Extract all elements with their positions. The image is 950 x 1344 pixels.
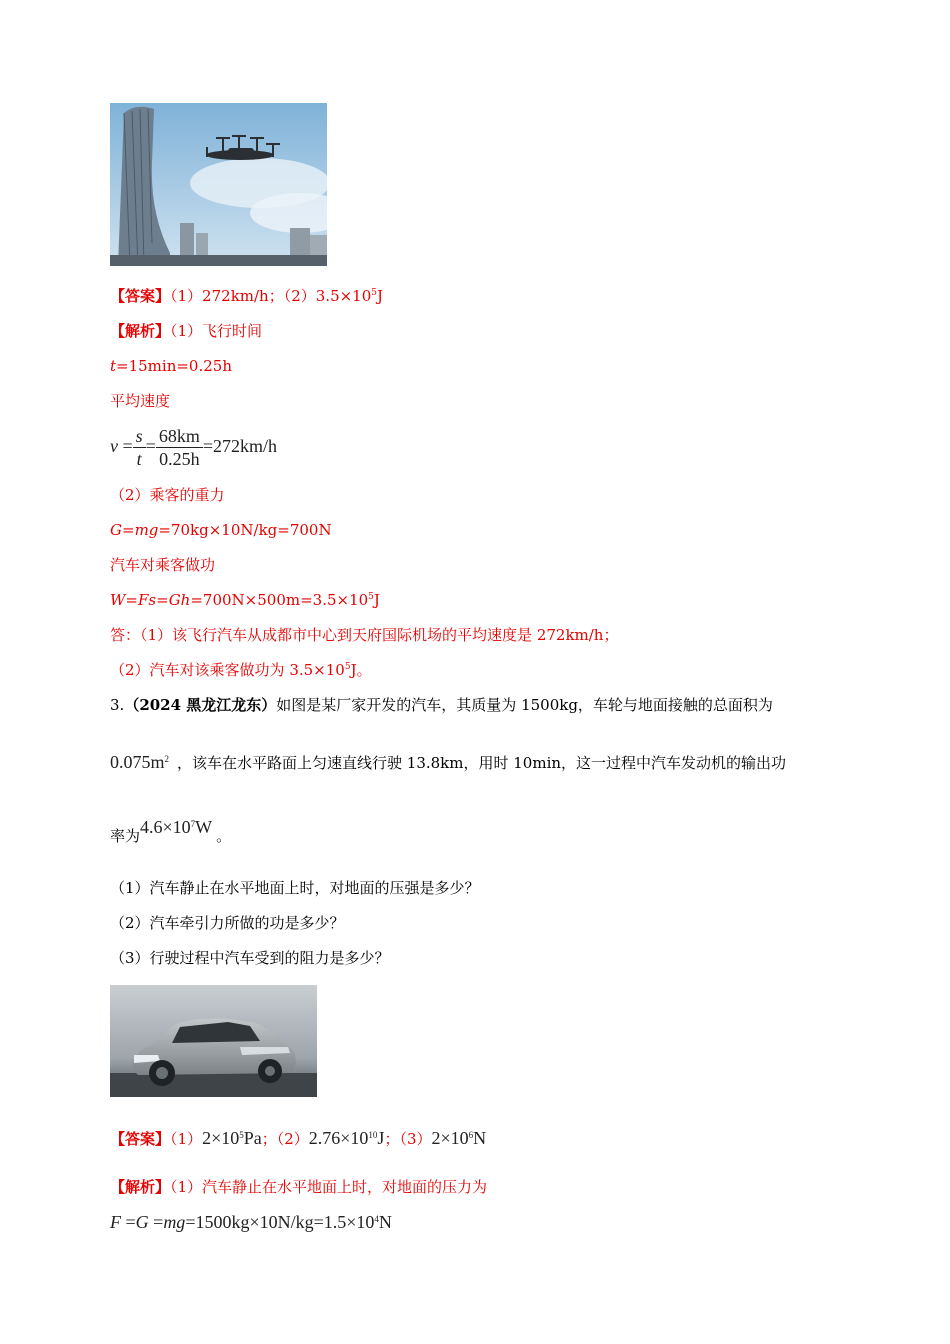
answer-text: （1）272km/h；（2）3.5×10 (170, 287, 372, 305)
conclusion-2 (110, 660, 372, 680)
var-mg: mg (163, 1212, 186, 1232)
analysis-label: 【解析】 (110, 322, 171, 340)
fraction-s-t (133, 425, 146, 470)
power-value (140, 817, 212, 837)
denominator: t (136, 449, 142, 470)
work-rest: =700N×500m=3.5×10 (190, 591, 369, 609)
var-v: v (110, 436, 118, 456)
answer-value-1 (202, 1128, 262, 1148)
exponent: 10 (368, 1130, 378, 1140)
work-equation (110, 590, 380, 610)
formula-rest: =1500kg×10N/kg=1.5×10 (185, 1212, 375, 1232)
var-G: G (110, 521, 122, 539)
equals: = (125, 591, 138, 609)
equals: = (153, 1212, 164, 1232)
answer-value-2 (309, 1128, 385, 1148)
var-Fs: Fs (138, 591, 157, 609)
unit: J (373, 591, 380, 609)
var-t: t (110, 357, 117, 375)
var-G: G (135, 1212, 149, 1232)
exponent: 7 (190, 819, 196, 829)
conclusion-2-text: （2）汽车对该乘客做功为 3.5×10 (110, 661, 345, 679)
gravity-rest: =70kg×10N/kg=700N (158, 521, 332, 539)
unit: Pa (243, 1128, 262, 1148)
part-marker: ；（2） (261, 1130, 309, 1148)
power-number: 4.6×10 (140, 817, 191, 837)
unit: N (473, 1128, 487, 1148)
prev-analysis-line (110, 321, 262, 341)
numerator: 68km (156, 425, 203, 448)
answer-label: 【答案】 (110, 287, 171, 305)
time-eq-text: =15min=0.25h (116, 357, 232, 375)
question-number: 3. (110, 696, 125, 714)
exponent: 2 (164, 754, 170, 764)
answer-label: 【答案】 (110, 1130, 171, 1148)
time-equation (110, 356, 232, 376)
answer-3-line (110, 1124, 486, 1153)
work-label: 汽车对乘客做功 (110, 556, 216, 574)
answer-value-3 (431, 1128, 486, 1148)
avg-speed-label: 平均速度 (110, 392, 171, 410)
question-text: 率为 (110, 827, 141, 845)
gravity-equation (110, 520, 332, 540)
area-value (110, 752, 169, 772)
unit: W (195, 817, 213, 837)
question-text: 如图是某厂家开发的汽车，其质量为 1500kg，车轮与地面接触的总面积为 (276, 696, 773, 714)
fraction-values (156, 425, 203, 470)
value: 2.76×10 (308, 1128, 369, 1148)
analysis-text: （1）汽车静止在水平地面上时，对地面的压力为 (170, 1178, 488, 1196)
car-image (110, 985, 317, 1097)
numerator: s (133, 425, 146, 448)
conclusion-1: 答：（1）该飞行汽车从成都市中心到天府国际机场的平均速度是 272km/h； (110, 626, 619, 644)
exponent: 6 (468, 1130, 474, 1140)
flying-car-image (110, 103, 327, 266)
var-mg: mg (134, 521, 159, 539)
question-3-line2 (110, 748, 786, 777)
denominator: 0.25h (159, 449, 200, 470)
result: =272km/h (202, 436, 277, 456)
unit: N (378, 1212, 392, 1232)
value: 2×10 (431, 1128, 469, 1148)
period: 。 (216, 827, 232, 845)
prev-answer-line (110, 286, 383, 306)
exponent: 5 (239, 1130, 244, 1140)
var-F: F (110, 1212, 121, 1232)
equals: = (121, 521, 135, 539)
exponent: 5 (344, 662, 351, 672)
part-marker: ；（3） (384, 1130, 432, 1148)
equals: = (125, 1212, 136, 1232)
question-source: （2024 黑龙江龙东） (124, 696, 277, 714)
area-number: 0.075m (110, 752, 165, 772)
analysis-label: 【解析】 (110, 1178, 171, 1196)
analysis-intro: （1）飞行时间 (170, 322, 263, 340)
part2-intro: （2）乘客的重力 (110, 486, 225, 504)
unit: J (377, 287, 384, 305)
sub-question-3: （3）行驶过程中汽车受到的阻力是多少？ (110, 949, 390, 967)
equals: = (145, 436, 156, 456)
speed-formula (110, 422, 277, 470)
question-text: ，该车在水平路面上匀速直线行驶 13.8km，用时 10min，这一过程中汽车发动机的输出功 (177, 754, 787, 772)
pressure-force-formula (110, 1208, 392, 1236)
exponent: 5 (368, 592, 374, 602)
equals: = (156, 591, 169, 609)
question-3-line3 (110, 817, 232, 851)
part-marker: （1） (170, 1130, 203, 1148)
value: 2×10 (202, 1128, 240, 1148)
sub-question-2: （2）汽车牵引力所做的功是多少？ (110, 914, 345, 932)
exponent: 4 (374, 1214, 379, 1224)
equals: = (122, 436, 133, 456)
var-W: W (110, 591, 126, 609)
exponent: 5 (371, 288, 378, 298)
unit: J (377, 1128, 385, 1148)
analysis-3-line (110, 1177, 487, 1197)
var-Gh: Gh (168, 591, 191, 609)
question-3-line1 (110, 695, 773, 715)
conclusion-2-end: J。 (350, 661, 372, 679)
sub-question-1: （1）汽车静止在水平地面上时，对地面的压强是多少？ (110, 879, 480, 897)
